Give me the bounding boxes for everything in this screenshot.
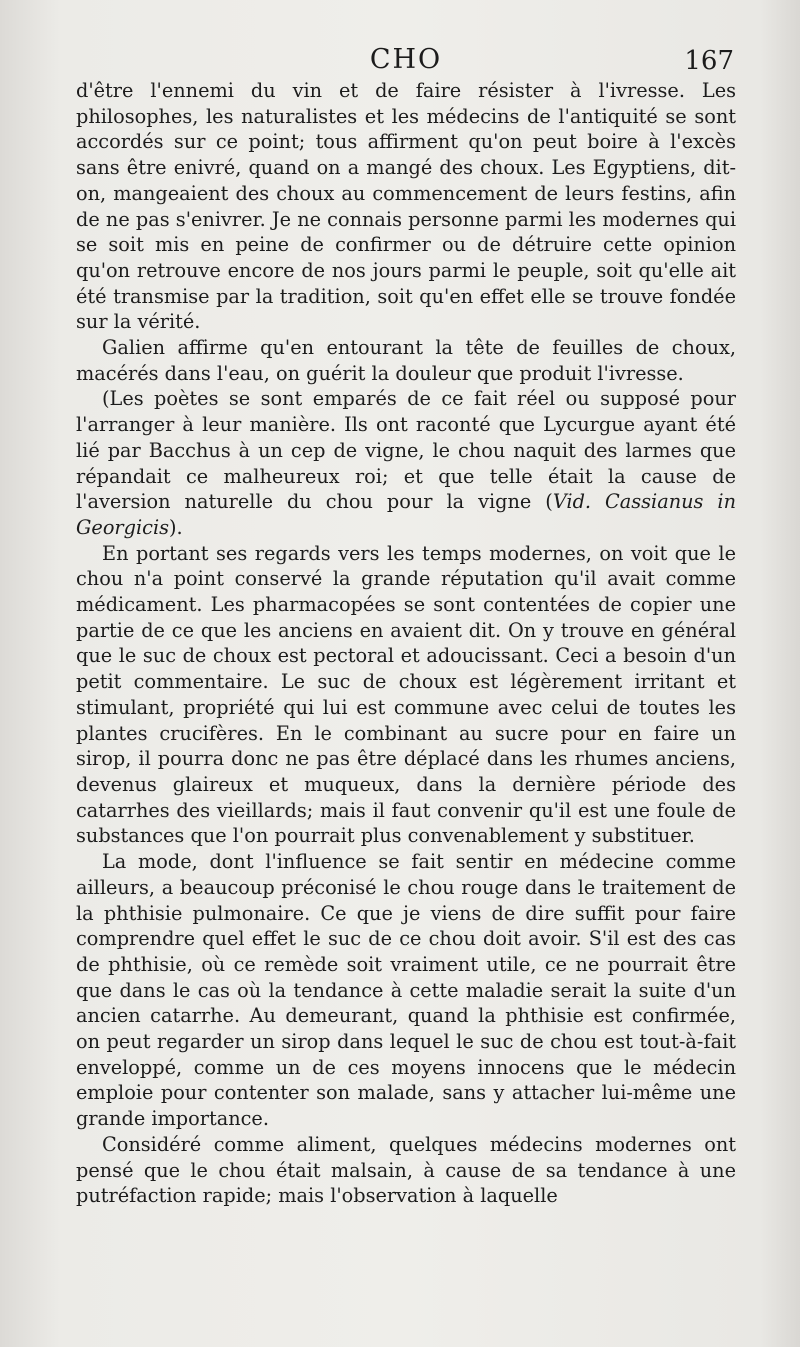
paragraph-1: d'être l'ennemi du vin et de faire résister à l'ivresse. Les philosophes, les naturalistes et les médecins de l'antiquité se sont accordés sur ce point; tous affirment qu'on peut boire à l'excès sans être enivré, quand on a mangé des choux. Les Egyptiens, dit-on, mangeaient des choux au commencement de leurs festins, afin de ne pas s'enivrer. Je ne connais personne parmi les modernes qui se soit mis en peine de confirmer ou de détruire cette opinion qu'on retrouve encore de nos jours parmi le peuple, soit qu'elle ait été transmise par la tradition, soit qu'en effet elle se trouve fondée sur la vérité. — [76, 79, 736, 334]
paragraph-6: Considéré comme aliment, quelques médecins modernes ont pensé que le chou était malsain, à cause de sa tendance à une putréfaction rapide; mais l'observation à laquelle — [76, 1132, 736, 1208]
body-text — [76, 78, 736, 1209]
running-head: CHO — [369, 44, 443, 75]
paragraph-3 — [76, 386, 736, 540]
citation-close: ). — [169, 515, 183, 539]
citation-italic: Vid. Cassianus in Georgicis — [76, 490, 736, 539]
paragraph-4: En portant ses regards vers les temps modernes, on voit que le chou n'a point conservé la grande réputation qu'il avait comme médicament. Les pharmacopées se sont contentées de copier une partie de ce que les anciens en avaient dit. On y trouve en général que le suc de choux est pectoral et adoucissant. Ceci a besoin d'un petit commentaire. Le suc de choux est légèrement irritant et stimulant, propriété qui lui est commune avec celui de toutes les plantes crucifères. En le combinant au sucre pour en faire un sirop, il pourra donc ne pas être déplacé dans les rhumes anciens, devenus glaireux et muqueux, dans la dernière période des catarrhes des vieillards; mais il faut convenir qu'il est une foule de substances que l'on pourrait plus convenablement y substituer. — [76, 541, 736, 848]
paragraph-2: Galien affirme qu'en entourant la tête de feuilles de choux, macérés dans l'eau, on guérit la douleur que produit l'ivresse. — [76, 336, 736, 385]
page-number: 167 — [684, 46, 734, 76]
paragraph-3-text: (Les poètes se sont emparés de ce fait réel ou supposé pour l'arranger à leur manière. Ils ont raconté que Lycurgue ayant été lié par Bacchus à un cep de vigne, le chou naquit des larmes que répandait ce malheureux roi; et que telle était la cause de l'aversion naturelle du chou pour la vigne ( — [76, 387, 736, 514]
paragraph-5: La mode, dont l'influence se fait sentir en médecine comme ailleurs, a beaucoup préconisé le chou rouge dans le traitement de la phthisie pulmonaire. Ce que je viens de dire suffit pour faire comprendre quel effet le suc de ce chou doit avoir. S'il est des cas de phthisie, où ce remède soit vraiment utile, ce ne pourrait être que dans le cas où la tendance à cette maladie serait la suite d'un ancien catarrhe. Au demeurant, quand la phthisie est confirmée, on peut regarder un sirop dans lequel le suc de chou est tout-à-fait enveloppé, comme un de ces moyens innocens que le médecin emploie pour contenter son malade, sans y attacher lui-même une grande importance. — [76, 850, 736, 1131]
